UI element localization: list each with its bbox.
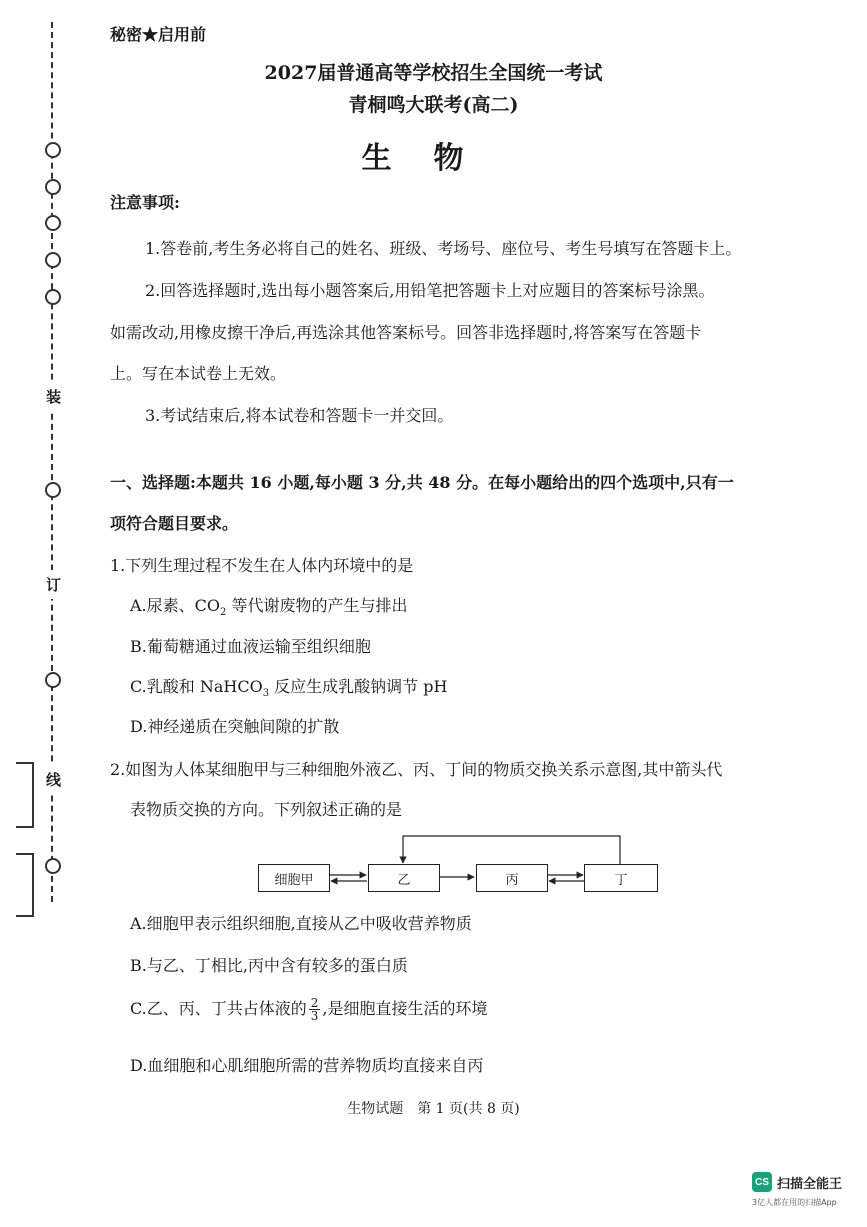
q2-stem: 2.如图为人体某细胞甲与三种细胞外液乙、丙、丁间的物质交换关系示意图,其中箭头代: [110, 760, 723, 779]
q1-option-b: B.葡萄糖通过血液运输至组织细胞: [130, 637, 371, 656]
page-footer: 生物试题 第 1 页(共 8 页): [347, 1101, 520, 1117]
q2-option-a: A.细胞甲表示组织细胞,直接从乙中吸收营养物质: [130, 914, 472, 933]
section-heading-cont: 项符合题目要求。: [110, 514, 239, 533]
diagram-box-yi: 乙: [368, 864, 440, 892]
binding-hole: [45, 482, 61, 498]
margin-bracket: [16, 853, 34, 917]
diagram-box-ding: 丁: [584, 864, 658, 892]
q1-option-c: C.乳酸和 NaHCO$_3$ 反应生成乳酸钠调节 pH: [130, 677, 448, 700]
q2-option-b: B.与乙、丁相比,丙中含有较多的蛋白质: [130, 956, 408, 975]
q1-option-d: D.神经递质在突触间隙的扩散: [130, 717, 340, 736]
notice-item: 如需改动,用橡皮擦干净后,再选涂其他答案标号。回答非选择题时,将答案写在答题卡: [110, 323, 702, 342]
margin-bracket: [16, 762, 34, 828]
q2-option-d: D.血细胞和心肌细胞所需的营养物质均直接来自丙: [130, 1056, 484, 1075]
exam-subtitle: 青桐鸣大联考(高二): [348, 94, 519, 116]
q2-option-c: C.乙、丙、丁共占体液的 $\frac{2}{3}$ ,是细胞直接生活的环境: [130, 996, 488, 1023]
q2-stem-cont: 表物质交换的方向。下列叙述正确的是: [130, 800, 403, 819]
binding-hole: [45, 858, 61, 874]
binding-label-xian: 线: [46, 765, 61, 794]
exam-title: 2027届普通高等学校招生全国统一考试: [264, 62, 603, 84]
notice-item: 2.回答选择题时,选出每小题答案后,用铅笔把答题卡上对应题目的答案标号涂黑。: [145, 281, 715, 300]
notice-heading: 注意事项:: [110, 193, 180, 212]
arrow-ding-to-yi: [403, 836, 620, 865]
confidential-mark: 秘密★启用前: [110, 25, 207, 44]
notice-item: 3.考试结束后,将本试卷和答题卡一并交回。: [145, 406, 454, 425]
binding-hole: [45, 179, 61, 195]
binding-hole: [45, 289, 61, 305]
scanner-name: 扫描全能王: [777, 1176, 843, 1192]
binding-label-ding: 订: [46, 570, 61, 599]
fraction-two-thirds: $\frac{2}{3}$: [310, 996, 319, 1023]
scanner-logo-icon: CS: [752, 1172, 772, 1192]
diagram-box-bing: 丙: [476, 864, 548, 892]
binding-hole: [45, 252, 61, 268]
notice-item: 上。写在本试卷上无效。: [110, 364, 287, 383]
notice-item: 1.答卷前,考生务必将自己的姓名、班级、考场号、座位号、考生号填写在答题卡上。: [145, 239, 742, 258]
section-heading: 一、选择题:本题共 16 小题,每小题 3 分,共 48 分。在每小题给出的四个选项中,只有一: [110, 473, 734, 492]
scan-bottom-band: [0, 1160, 867, 1227]
binding-label-zhuang: 装: [46, 382, 61, 411]
q1-stem: 1.下列生理过程不发生在人体内环境中的是: [110, 556, 414, 575]
diagram-box-jia: 细胞甲: [258, 864, 330, 892]
scanner-watermark: [752, 1172, 842, 1192]
binding-hole: [45, 672, 61, 688]
q1-option-a: A.尿素、$CO_2$ 等代谢废物的产生与排出: [130, 596, 408, 619]
binding-hole: [45, 215, 61, 231]
scanner-tagline: 3亿人都在用的扫描App: [752, 1198, 837, 1207]
subject-title: 生物: [361, 141, 506, 176]
